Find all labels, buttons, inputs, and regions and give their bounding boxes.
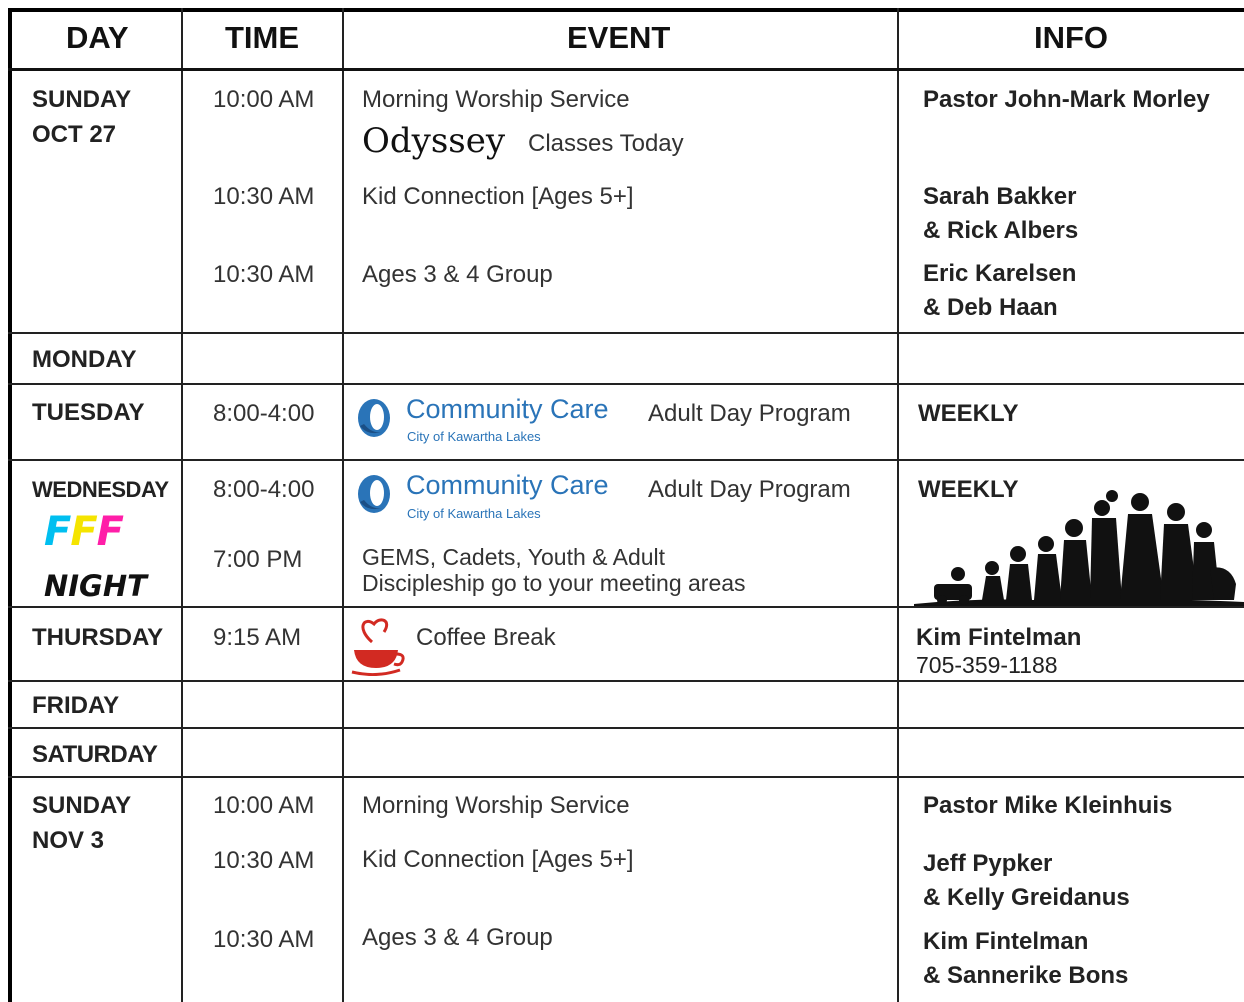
day-friday: FRIDAY [32,692,120,719]
time-cell: 10:30 AM [213,847,315,874]
event-cell: GEMS, Cadets, Youth & Adult [362,544,666,570]
fff-night-label: NIGHT [44,569,147,603]
community-care-logo-subtitle: City of Kawartha Lakes [407,506,541,521]
header-time: TIME [225,20,300,55]
event-cell: Adult Day Program [648,400,851,427]
coffee-cup-heart-icon [350,614,406,676]
day-sunday-oct27: SUNDAY [32,86,132,113]
column-divider [897,8,899,1002]
event-cell: Adult Day Program [648,476,851,503]
info-cell: Sarah Bakker [923,183,1077,210]
community-care-logo-icon [354,472,394,516]
event-cell: Ages 3 & 4 Group [362,261,553,288]
row-divider [8,727,1244,729]
info-cell: Kim Fintelman [923,928,1089,955]
day-thursday: THURSDAY [32,624,164,651]
community-care-logo-icon [354,396,394,440]
family-silhouette-illustration [914,488,1244,606]
event-cell: Morning Worship Service [362,86,630,113]
time-cell: 10:30 AM [213,261,315,288]
info-cell: Eric Karelsen [923,260,1077,287]
table-top-border [8,8,1244,12]
odyssey-logo: Odyssey [362,121,506,161]
table-left-border [8,8,12,1002]
info-cell: & Deb Haan [923,294,1058,321]
day-date-nov3: NOV 3 [32,827,105,854]
info-cell: Kim Fintelman [916,624,1082,651]
event-cell: Coffee Break [416,624,556,651]
event-cell: Kid Connection [Ages 5+] [362,846,634,873]
time-cell: 7:00 PM [213,546,303,573]
community-care-logo-subtitle: City of Kawartha Lakes [407,429,541,444]
info-cell: & Kelly Greidanus [923,884,1130,911]
time-cell: 8:00-4:00 [213,400,315,427]
day-monday: MONDAY [32,346,137,373]
row-divider [8,680,1244,682]
time-cell: 10:30 AM [213,183,315,210]
day-date-oct27: OCT 27 [32,121,117,148]
day-saturday: SATURDAY [32,741,158,768]
info-cell: & Rick Albers [923,217,1079,244]
event-cell: Discipleship go to your meeting areas [362,570,746,596]
event-cell: Classes Today [528,130,684,157]
time-cell: 8:00-4:00 [213,476,315,503]
event-cell: Morning Worship Service [362,792,630,819]
row-divider [8,459,1244,461]
info-cell: WEEKLY [918,476,1019,503]
column-divider [181,8,183,1002]
row-divider [8,383,1244,385]
time-cell: 9:15 AM [213,624,302,651]
row-divider [8,776,1244,778]
info-cell: WEEKLY [918,400,1019,427]
header-day: DAY [66,20,129,55]
event-cell: Kid Connection [Ages 5+] [362,183,634,210]
info-cell: & Sannerike Bons [923,962,1129,989]
day-tuesday: TUESDAY [32,399,145,426]
info-cell: Jeff Pypker [923,850,1053,877]
info-cell: Pastor John-Mark Morley [923,86,1210,113]
column-divider [342,8,344,1002]
community-care-logo-text: Community Care [406,470,609,500]
info-cell: Pastor Mike Kleinhuis [923,792,1173,819]
fff-logo: FFF [44,509,123,555]
phone-number: 705-359-1188 [916,652,1058,678]
row-divider [8,332,1244,334]
header-info: INFO [1034,20,1109,55]
header-event: EVENT [567,20,671,55]
day-wednesday: WEDNESDAY [32,477,169,502]
time-cell: 10:30 AM [213,926,315,953]
day-sunday-nov3: SUNDAY [32,792,132,819]
header-divider [8,68,1244,71]
event-cell: Ages 3 & 4 Group [362,924,553,951]
time-cell: 10:00 AM [213,792,315,819]
time-cell: 10:00 AM [213,86,315,113]
community-care-logo-text: Community Care [406,394,609,424]
row-divider [8,606,1244,608]
